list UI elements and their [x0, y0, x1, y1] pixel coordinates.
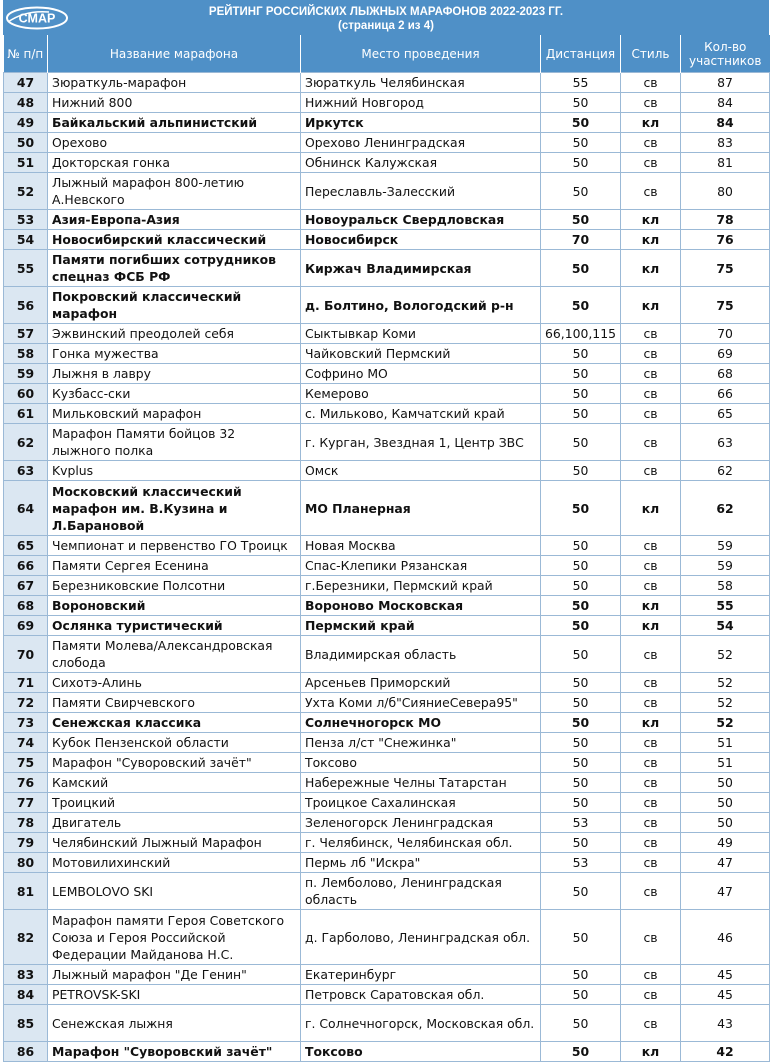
- cell-marathon-name: Сенежская лыжня: [48, 1005, 301, 1042]
- cell-distance: 50: [541, 404, 621, 424]
- cell-style: кл: [621, 250, 681, 287]
- table-row: [4, 113, 770, 133]
- cell-marathon-name: Сенежская классика: [48, 713, 301, 733]
- cell-participants: 83: [681, 133, 770, 153]
- cell-style: св: [621, 636, 681, 673]
- cell-distance: 50: [541, 713, 621, 733]
- cell-distance: 50: [541, 576, 621, 596]
- table-row: [4, 733, 770, 753]
- cell-place: г. Челябинск, Челябинская обл.: [301, 833, 541, 853]
- cell-marathon-name: Кузбасс-ски: [48, 384, 301, 404]
- cell-marathon-name: Орехово: [48, 133, 301, 153]
- cell-number: 53: [4, 210, 48, 230]
- cell-marathon-name: Чемпионат и первенство ГО Троицк: [48, 536, 301, 556]
- cell-number: 61: [4, 404, 48, 424]
- cell-marathon-name: Kvplus: [48, 461, 301, 481]
- cell-participants: 50: [681, 813, 770, 833]
- cell-style: св: [621, 985, 681, 1005]
- cell-marathon-name: PETROVSK-SKI: [48, 985, 301, 1005]
- table-row: [4, 344, 770, 364]
- cell-marathon-name: Азия-Европа-Азия: [48, 210, 301, 230]
- cell-number: 49: [4, 113, 48, 133]
- cell-participants: 52: [681, 673, 770, 693]
- cell-participants: 65: [681, 404, 770, 424]
- cell-style: св: [621, 364, 681, 384]
- table-row: [4, 536, 770, 556]
- cell-participants: 45: [681, 985, 770, 1005]
- cell-place: г.Березники, Пермский край: [301, 576, 541, 596]
- cell-place: Обнинск Калужская: [301, 153, 541, 173]
- cell-distance: 50: [541, 985, 621, 1005]
- cell-marathon-name: Марафон Памяти бойцов 32 лыжного полка: [48, 424, 301, 461]
- cell-style: св: [621, 673, 681, 693]
- table-row: [4, 384, 770, 404]
- column-header-participants: Кол-во участников: [681, 35, 770, 73]
- table-row: [4, 173, 770, 210]
- cell-number: 64: [4, 481, 48, 536]
- cell-participants: 59: [681, 536, 770, 556]
- cell-style: св: [621, 404, 681, 424]
- table-row: [4, 364, 770, 384]
- cell-participants: 75: [681, 250, 770, 287]
- logo-text: СМАР: [18, 11, 56, 26]
- cell-marathon-name: Марафон "Суворовский зачёт": [48, 753, 301, 773]
- cell-participants: 47: [681, 853, 770, 873]
- cell-number: 72: [4, 693, 48, 713]
- cell-distance: 50: [541, 344, 621, 364]
- cell-number: 77: [4, 793, 48, 813]
- cell-marathon-name: Челябинский Лыжный Марафон: [48, 833, 301, 853]
- cell-participants: 54: [681, 616, 770, 636]
- cell-distance: 50: [541, 1042, 621, 1062]
- cell-distance: 50: [541, 481, 621, 536]
- cell-participants: 62: [681, 461, 770, 481]
- cell-style: св: [621, 556, 681, 576]
- cell-marathon-name: Лыжный марафон 800-летию А.Невского: [48, 173, 301, 210]
- cell-distance: 50: [541, 250, 621, 287]
- cell-number: 56: [4, 287, 48, 324]
- cell-distance: 53: [541, 853, 621, 873]
- table-row: [4, 230, 770, 250]
- cell-number: 81: [4, 873, 48, 910]
- table-row: [4, 813, 770, 833]
- cell-participants: 68: [681, 364, 770, 384]
- table-row: [4, 713, 770, 733]
- table-row: [4, 133, 770, 153]
- cell-distance: 50: [541, 773, 621, 793]
- cell-distance: 70: [541, 230, 621, 250]
- cell-number: 84: [4, 985, 48, 1005]
- table-row: [4, 985, 770, 1005]
- table-row: [4, 210, 770, 230]
- cell-participants: 84: [681, 93, 770, 113]
- cell-place: п. Лемболово, Ленинградская область: [301, 873, 541, 910]
- cell-place: Чайковский Пермский: [301, 344, 541, 364]
- cell-distance: 66,100,115: [541, 324, 621, 344]
- cell-place: Вороново Московская: [301, 596, 541, 616]
- cell-number: 85: [4, 1005, 48, 1042]
- cell-marathon-name: Ослянка туристический: [48, 616, 301, 636]
- cell-distance: 50: [541, 556, 621, 576]
- cell-number: 71: [4, 673, 48, 693]
- table-row: [4, 965, 770, 985]
- cell-marathon-name: Нижний 800: [48, 93, 301, 113]
- cell-style: св: [621, 576, 681, 596]
- cell-style: кл: [621, 113, 681, 133]
- cell-style: св: [621, 153, 681, 173]
- cell-distance: 50: [541, 1005, 621, 1042]
- cell-marathon-name: Березниковские Полсотни: [48, 576, 301, 596]
- cell-place: г. Солнечногорск, Московская обл.: [301, 1005, 541, 1042]
- cell-participants: 52: [681, 636, 770, 673]
- cell-participants: 55: [681, 596, 770, 616]
- cell-style: св: [621, 773, 681, 793]
- cell-number: 74: [4, 733, 48, 753]
- cell-participants: 62: [681, 481, 770, 536]
- cell-place: Пенза л/ст "Снежинка": [301, 733, 541, 753]
- table-row: [4, 616, 770, 636]
- cell-place: Омск: [301, 461, 541, 481]
- cell-number: 75: [4, 753, 48, 773]
- cell-marathon-name: Кубок Пензенской области: [48, 733, 301, 753]
- cell-marathon-name: Памяти Сергея Есенина: [48, 556, 301, 576]
- table-row: [4, 287, 770, 324]
- cell-place: Токсово: [301, 1042, 541, 1062]
- cell-place: Киржач Владимирская: [301, 250, 541, 287]
- cell-style: св: [621, 853, 681, 873]
- cell-distance: 50: [541, 910, 621, 965]
- cell-distance: 50: [541, 616, 621, 636]
- cell-style: св: [621, 793, 681, 813]
- cell-number: 69: [4, 616, 48, 636]
- cell-number: 70: [4, 636, 48, 673]
- table-row: [4, 153, 770, 173]
- cell-place: Владимирская область: [301, 636, 541, 673]
- cell-place: Набережные Челны Татарстан: [301, 773, 541, 793]
- cell-distance: 50: [541, 173, 621, 210]
- cell-marathon-name: LEMBOLOVO SKI: [48, 873, 301, 910]
- cell-place: Софрино МО: [301, 364, 541, 384]
- cell-participants: 76: [681, 230, 770, 250]
- cell-participants: 70: [681, 324, 770, 344]
- cell-distance: 50: [541, 461, 621, 481]
- cell-number: 55: [4, 250, 48, 287]
- cell-distance: 50: [541, 733, 621, 753]
- cell-style: кл: [621, 210, 681, 230]
- cell-distance: 50: [541, 693, 621, 713]
- cell-number: 60: [4, 384, 48, 404]
- table-row: [4, 404, 770, 424]
- cell-marathon-name: Мотовилихинский: [48, 853, 301, 873]
- cell-marathon-name: Памяти погибших сотрудников спецназ ФСБ РФ: [48, 250, 301, 287]
- cell-marathon-name: Двигатель: [48, 813, 301, 833]
- cell-style: св: [621, 384, 681, 404]
- cell-place: Сыктывкар Коми: [301, 324, 541, 344]
- cell-participants: 78: [681, 210, 770, 230]
- cell-marathon-name: Лыжный марафон "Де Генин": [48, 965, 301, 985]
- cell-distance: 53: [541, 813, 621, 833]
- cell-participants: 50: [681, 793, 770, 813]
- cell-number: 63: [4, 461, 48, 481]
- cell-place: г. Курган, Звездная 1, Центр ЗВС: [301, 424, 541, 461]
- cell-participants: 47: [681, 873, 770, 910]
- cell-style: кл: [621, 713, 681, 733]
- cell-place: Екатеринбург: [301, 965, 541, 985]
- cell-place: Зеленогорск Ленинградская: [301, 813, 541, 833]
- table-row: [4, 853, 770, 873]
- cell-participants: 51: [681, 733, 770, 753]
- cell-place: с. Мильково, Камчатский край: [301, 404, 541, 424]
- table-row: [4, 1042, 770, 1062]
- cell-style: св: [621, 73, 681, 93]
- cell-participants: 66: [681, 384, 770, 404]
- cell-distance: 50: [541, 93, 621, 113]
- cell-number: 62: [4, 424, 48, 461]
- cell-distance: 50: [541, 596, 621, 616]
- cell-number: 79: [4, 833, 48, 853]
- cell-distance: 50: [541, 384, 621, 404]
- rating-table: [3, 35, 770, 1062]
- cell-participants: 49: [681, 833, 770, 853]
- cell-number: 76: [4, 773, 48, 793]
- cell-style: кл: [621, 616, 681, 636]
- cell-distance: 50: [541, 873, 621, 910]
- cell-marathon-name: Московский классический марафон им. В.Кузина и Л.Барановой: [48, 481, 301, 536]
- cell-style: кл: [621, 287, 681, 324]
- cell-number: 83: [4, 965, 48, 985]
- cell-number: 52: [4, 173, 48, 210]
- cell-participants: 69: [681, 344, 770, 364]
- cell-distance: 50: [541, 536, 621, 556]
- cell-style: св: [621, 424, 681, 461]
- cell-style: св: [621, 753, 681, 773]
- cell-distance: 50: [541, 153, 621, 173]
- table-body: [4, 73, 770, 1062]
- column-header-number: № п/п: [4, 35, 48, 73]
- cell-style: св: [621, 93, 681, 113]
- cell-place: Петровск Саратовская обл.: [301, 985, 541, 1005]
- cell-place: Переславль-Залесский: [301, 173, 541, 210]
- cell-number: 80: [4, 853, 48, 873]
- cell-place: Арсеньев Приморский: [301, 673, 541, 693]
- table-row: [4, 250, 770, 287]
- title-banner: [3, 0, 769, 35]
- cell-distance: 50: [541, 753, 621, 773]
- cell-marathon-name: Докторская гонка: [48, 153, 301, 173]
- cell-marathon-name: Гонка мужества: [48, 344, 301, 364]
- table-row: [4, 873, 770, 910]
- cell-place: Спас-Клепики Рязанская: [301, 556, 541, 576]
- cell-participants: 42: [681, 1042, 770, 1062]
- cell-distance: 50: [541, 636, 621, 673]
- cell-style: кл: [621, 230, 681, 250]
- cell-number: 48: [4, 93, 48, 113]
- cell-place: Пермский край: [301, 616, 541, 636]
- cell-participants: 46: [681, 910, 770, 965]
- cell-marathon-name: Эжвинский преодолей себя: [48, 324, 301, 344]
- cell-participants: 63: [681, 424, 770, 461]
- table-row: [4, 636, 770, 673]
- cell-style: св: [621, 833, 681, 853]
- cell-marathon-name: Лыжня в лавру: [48, 364, 301, 384]
- cell-style: св: [621, 536, 681, 556]
- cell-place: Новоуральск Свердловская: [301, 210, 541, 230]
- table-row: [4, 596, 770, 616]
- table-row: [4, 673, 770, 693]
- cell-number: 50: [4, 133, 48, 153]
- cell-number: 86: [4, 1042, 48, 1062]
- page-title: РЕЙТИНГ РОССИЙСКИХ ЛЫЖНЫХ МАРАФОНОВ 2022-2023 ГГ.: [208, 6, 564, 18]
- cell-place: д. Болтино, Вологодский р-н: [301, 287, 541, 324]
- cell-style: св: [621, 344, 681, 364]
- cell-marathon-name: Сихотэ-Алинь: [48, 673, 301, 693]
- cell-number: 54: [4, 230, 48, 250]
- cell-style: св: [621, 461, 681, 481]
- table-row: [4, 461, 770, 481]
- cell-number: 67: [4, 576, 48, 596]
- table-row: [4, 793, 770, 813]
- cell-participants: 52: [681, 693, 770, 713]
- column-header-place: Место проведения: [301, 35, 541, 73]
- cell-marathon-name: Памяти Свирчевского: [48, 693, 301, 713]
- cell-style: кл: [621, 1042, 681, 1062]
- cell-distance: 50: [541, 833, 621, 853]
- cell-marathon-name: Троицкий: [48, 793, 301, 813]
- cell-number: 59: [4, 364, 48, 384]
- cell-style: св: [621, 1005, 681, 1042]
- cell-style: св: [621, 965, 681, 985]
- cell-participants: 52: [681, 713, 770, 733]
- cell-number: 51: [4, 153, 48, 173]
- cell-style: св: [621, 173, 681, 210]
- rating-page: [3, 0, 769, 1062]
- cell-place: Пермь лб "Искра": [301, 853, 541, 873]
- cell-style: св: [621, 324, 681, 344]
- cell-distance: 50: [541, 133, 621, 153]
- cell-place: Ухта Коми л/б"СияниеСевера95": [301, 693, 541, 713]
- smar-logo: [5, 6, 69, 30]
- cell-distance: 50: [541, 673, 621, 693]
- cell-participants: 81: [681, 153, 770, 173]
- table-row: [4, 833, 770, 853]
- table-row: [4, 910, 770, 965]
- cell-participants: 75: [681, 287, 770, 324]
- cell-place: Кемерово: [301, 384, 541, 404]
- cell-marathon-name: Мильковский марафон: [48, 404, 301, 424]
- cell-number: 82: [4, 910, 48, 965]
- table-row: [4, 753, 770, 773]
- cell-number: 78: [4, 813, 48, 833]
- cell-style: св: [621, 873, 681, 910]
- cell-style: св: [621, 133, 681, 153]
- cell-marathon-name: Марафон памяти Героя Советского Союза и Героя Российской Федерации Майданова Н.С.: [48, 910, 301, 965]
- cell-place: Новая Москва: [301, 536, 541, 556]
- table-row: [4, 693, 770, 713]
- table-row: [4, 556, 770, 576]
- cell-participants: 51: [681, 753, 770, 773]
- cell-place: МО Планерная: [301, 481, 541, 536]
- table-row: [4, 1005, 770, 1042]
- cell-number: 65: [4, 536, 48, 556]
- cell-style: св: [621, 693, 681, 713]
- page-subtitle: (страница 2 из 4): [338, 20, 434, 32]
- cell-number: 68: [4, 596, 48, 616]
- column-header-name: Название марафона: [48, 35, 301, 73]
- table-row: [4, 424, 770, 461]
- cell-place: Новосибирск: [301, 230, 541, 250]
- cell-style: кл: [621, 596, 681, 616]
- cell-marathon-name: Байкальский альпинистский: [48, 113, 301, 133]
- cell-distance: 50: [541, 364, 621, 384]
- cell-place: Орехово Ленинградская: [301, 133, 541, 153]
- cell-distance: 55: [541, 73, 621, 93]
- cell-marathon-name: Покровский классический марафон: [48, 287, 301, 324]
- cell-participants: 43: [681, 1005, 770, 1042]
- table-row: [4, 773, 770, 793]
- cell-distance: 50: [541, 965, 621, 985]
- cell-number: 57: [4, 324, 48, 344]
- table-header-row: [4, 35, 770, 73]
- cell-participants: 80: [681, 173, 770, 210]
- table-row: [4, 324, 770, 344]
- cell-marathon-name: Вороновский: [48, 596, 301, 616]
- cell-number: 47: [4, 73, 48, 93]
- cell-marathon-name: Марафон "Суворовский зачёт": [48, 1042, 301, 1062]
- cell-place: Токсово: [301, 753, 541, 773]
- table-row: [4, 93, 770, 113]
- cell-number: 58: [4, 344, 48, 364]
- cell-distance: 50: [541, 210, 621, 230]
- cell-place: д. Гарболово, Ленинградская обл.: [301, 910, 541, 965]
- cell-place: Зюраткуль Челябинская: [301, 73, 541, 93]
- cell-style: св: [621, 733, 681, 753]
- table-row: [4, 576, 770, 596]
- cell-participants: 58: [681, 576, 770, 596]
- cell-participants: 50: [681, 773, 770, 793]
- table-row: [4, 73, 770, 93]
- cell-distance: 50: [541, 113, 621, 133]
- cell-marathon-name: Зюраткуль-марафон: [48, 73, 301, 93]
- cell-style: кл: [621, 481, 681, 536]
- cell-number: 66: [4, 556, 48, 576]
- cell-style: св: [621, 910, 681, 965]
- cell-marathon-name: Памяти Молева/Александровская слобода: [48, 636, 301, 673]
- cell-place: Нижний Новгород: [301, 93, 541, 113]
- column-header-style: Стиль: [621, 35, 681, 73]
- cell-participants: 59: [681, 556, 770, 576]
- cell-distance: 50: [541, 424, 621, 461]
- cell-place: Солнечногорск МО: [301, 713, 541, 733]
- cell-place: Иркутск: [301, 113, 541, 133]
- table-row: [4, 481, 770, 536]
- cell-marathon-name: Камский: [48, 773, 301, 793]
- cell-marathon-name: Новосибирский классический: [48, 230, 301, 250]
- cell-number: 73: [4, 713, 48, 733]
- cell-participants: 87: [681, 73, 770, 93]
- cell-distance: 50: [541, 793, 621, 813]
- cell-style: св: [621, 813, 681, 833]
- cell-participants: 45: [681, 965, 770, 985]
- cell-participants: 84: [681, 113, 770, 133]
- cell-distance: 50: [541, 287, 621, 324]
- column-header-distance: Дистанция: [541, 35, 621, 73]
- cell-place: Троицкое Сахалинская: [301, 793, 541, 813]
